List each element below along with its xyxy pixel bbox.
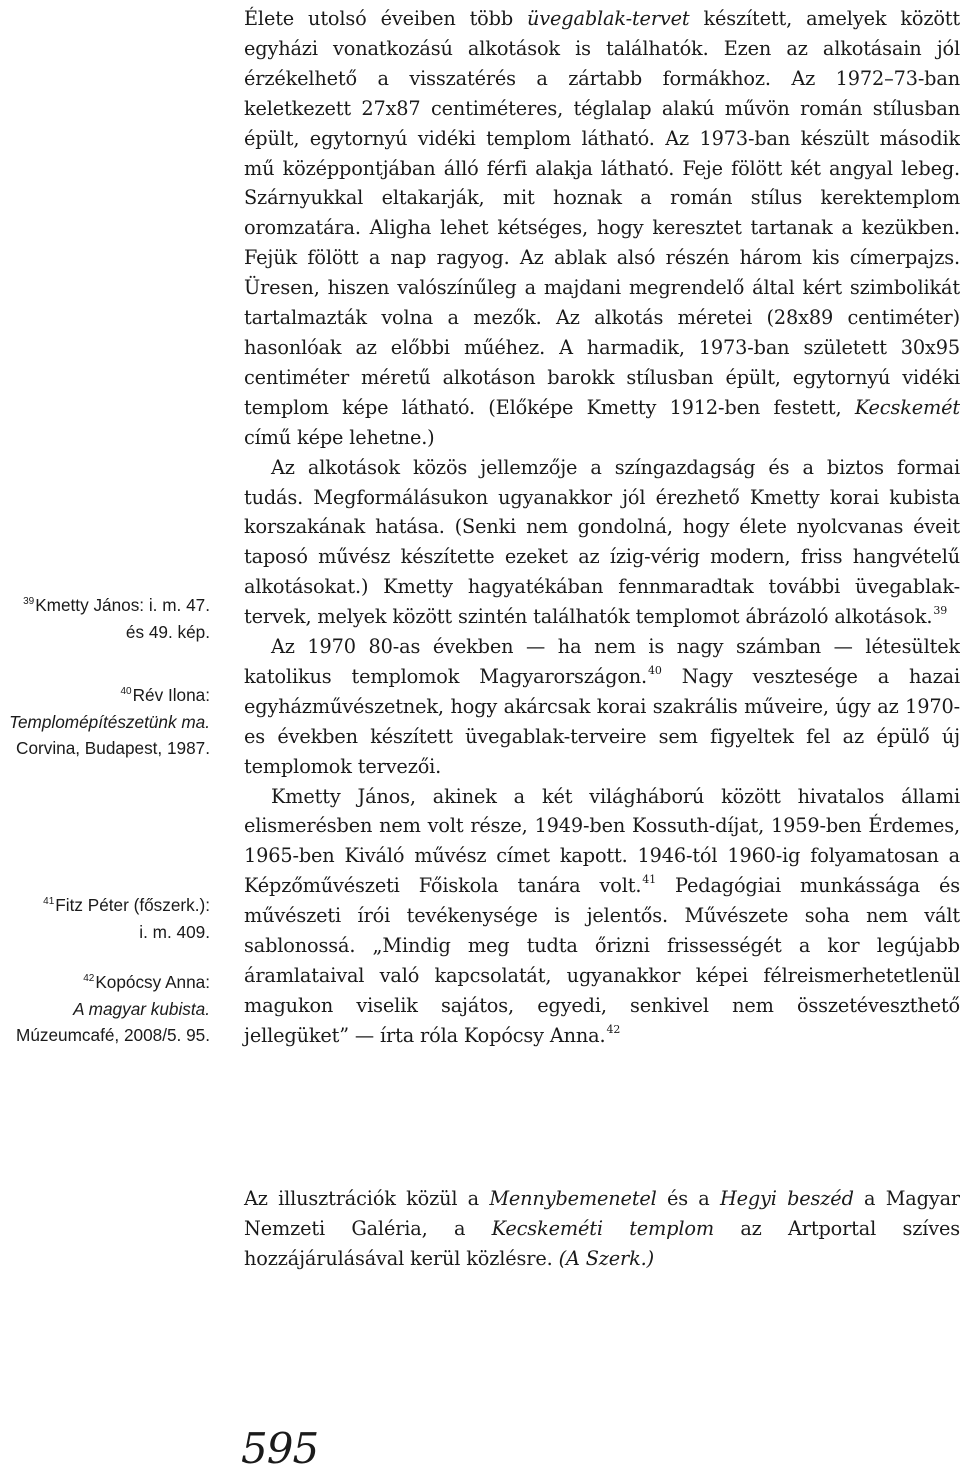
text-run: Élete utolsó éveiben több xyxy=(244,7,528,30)
text-run: Nagy vesztesége a hazai egyházművészetnek, hogy akárcsak korai szakrális műveire, úgy az 1970-es években készített üvegablak-terveire sem figyeltek fel az épülő új templomok tervezői. xyxy=(244,664,960,778)
text-run: készített, amelyek között egyházi vonatkozású alkotások is találhatók. Ezen az alkotásain jól érzékelhető a visszatérés a zártabb formákhoz. Az 1972–73-ban keletkezett 27x87 centiméteres, téglalap alakú művön román stílusban épült, egytornyú vidéki templom látható. Az 1973-ban készült második mű középpontjában álló férfi alakja látható. Feje fölött két angyal lebeg. Szárnyukkal eltakarják, mit hoznak a román stílus kerektemplom oromzatára. Aligha lehet kétséges, hogy keresztet tartanak a kezükben. Fejük fölött a nap ragyog. Az ablak alsó részén három kis címerpajzs. Üresen, hiszen valószínűleg a majdani megrendelő által kért szimbolikát tartalmazták volna a mezők. Az alkotás méretei (28x89 centiméter) hasonlóak az előbbi műéhez. A harmadik, 1973-ban született 30x95 centiméter méretű alkotáson barokk stílusban épült, egytornyú vidéki templom képe látható. (Előképe Kmetty 1912-ben festett, xyxy=(244,7,960,419)
sidenote-number: 40 xyxy=(120,686,132,697)
text-run: című képe lehetne.) xyxy=(244,425,435,449)
text-run: Pedagógiai munkássága és művészeti írói tevékenysége is jelentős. Művészete soha nem vált sablonossá. „Mindig meg tudta őrizni frissességét a kor legújabb áramlataival való kapcsolatát, ugyanakkor képei félreismerhetetlenül magukon viselik sajátos, egyedi, senkivel nem összetéveszthető jellegüket” — írta róla Kopócsy Anna. xyxy=(244,874,960,1047)
sidenote-text: Fitz Péter (főszerk.): xyxy=(55,895,210,915)
sidenote-text: Múzeumcafé, 2008/5. 95. xyxy=(16,1025,210,1046)
text-run: az Artportal szíves hozzájárulásával kerül közlésre. xyxy=(244,1216,960,1270)
sidenote-number: 42 xyxy=(83,973,95,984)
text-run: és a xyxy=(656,1187,720,1210)
sidenote-number: 41 xyxy=(43,896,55,907)
paragraph xyxy=(244,782,960,1051)
paragraph xyxy=(244,453,960,632)
text-run-italic: (A Szerk.) xyxy=(558,1246,654,1270)
footnote-marker: 40 xyxy=(648,663,662,677)
text-run-italic: Kecskeméti templom xyxy=(491,1216,714,1240)
illustration-credits xyxy=(244,1184,960,1274)
sidenote-text: Rév Ilona: xyxy=(132,685,210,705)
sidenote-39 xyxy=(0,592,210,645)
text-run: Az illusztrációk közül a xyxy=(244,1187,490,1210)
sidenote-number: 39 xyxy=(23,596,35,607)
paragraph xyxy=(244,632,960,782)
text-run-italic: üvegablak-tervet xyxy=(527,7,690,30)
sidenote-text: Corvina, Budapest, 1987. xyxy=(16,738,210,759)
footnote-marker: 39 xyxy=(933,604,948,618)
paragraph xyxy=(244,4,960,453)
text-run: Az alkotások közös jellemzője a színgazdagság és a biztos formai tudás. Megformálásukon ugyanakkor jól érezhető Kmetty korai kubista korszakának hatása. (Senki nem gondolná, hogy élete nyolcvanas éveit taposó művész készítette ezeket az ízig-vérig modern, friss hangvételű alkotásokat.) Kmetty hagyatékában fennmaradtak további üvegablak-tervek, melyek között szintén találhatók templomot ábrázoló alkotások. xyxy=(244,455,960,629)
sidenote-text: A magyar kubista. xyxy=(73,998,210,1019)
text-run-italic: Kecskemét xyxy=(854,395,960,419)
sidenote-42 xyxy=(0,969,210,1049)
sidenote-41 xyxy=(0,892,210,945)
text-run: Kmetty János, akinek a két világháború között hivatalos állami elismerésben nem volt része, 1949-ben Kossuth-díjat, 1959-ben Érdemes, 1965-ben Kiváló művész címet kapott. 1946-tól 1960-ig folyamatosan a Képzőművészeti Főiskola tanára volt. xyxy=(244,784,960,898)
text-run: Az 1970 80-as években — ha nem is nagy számban — létesültek katolikus templomok Magyarországon. xyxy=(244,635,960,688)
page-number: 595 xyxy=(241,1424,319,1473)
sidenote-40 xyxy=(0,682,210,762)
footnote-marker: 41 xyxy=(642,873,656,887)
sidenote-text: Templomépítészetünk ma. xyxy=(9,711,210,732)
sidenote-text: i. m. 409. xyxy=(139,921,210,942)
text-run-italic: Mennybemenetel xyxy=(489,1187,657,1210)
sidenote-text: és 49. kép. xyxy=(125,621,210,642)
sidenote-text: Kopócsy Anna: xyxy=(95,972,210,992)
main-text xyxy=(244,4,960,1051)
sidenote-text: Kmetty János: i. m. 47. xyxy=(35,595,210,615)
text-run: a Magyar Nemzeti Galéria, a xyxy=(244,1187,960,1240)
footnote-marker: 42 xyxy=(606,1022,621,1036)
text-run-italic: Hegyi beszéd xyxy=(719,1187,854,1210)
